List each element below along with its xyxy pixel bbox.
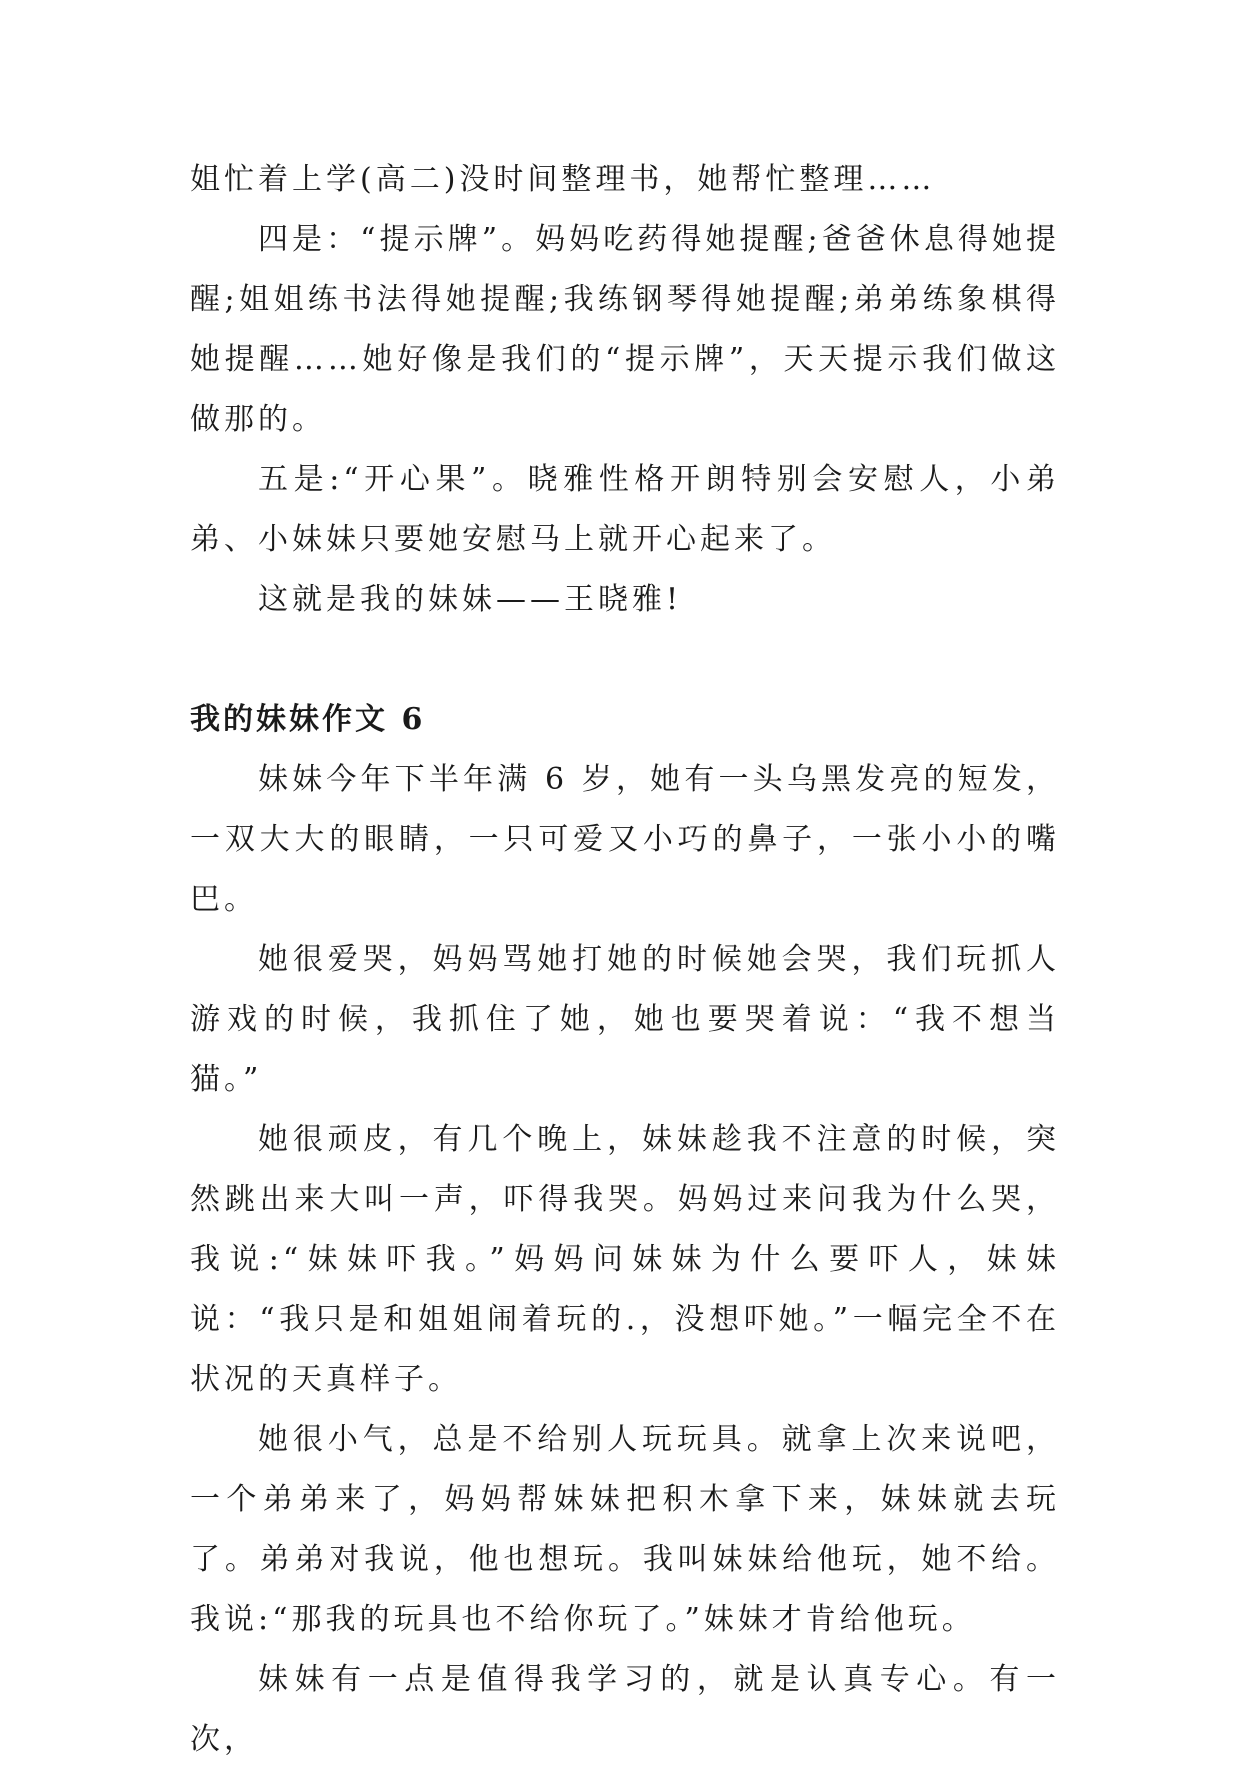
- continuation-paragraph: 姐忙着上学(高二)没时间整理书，她帮忙整理……: [190, 162, 936, 197]
- paragraph-conclusion: 这就是我的妹妹——王晓雅!: [258, 582, 683, 617]
- paragraph-appearance: 妹妹今年下半年满 6 岁，她有一头乌黑发亮的短发，一双大大的眼睛，一只可爱又小巧的鼻子，一张小小的嘴巴。: [190, 762, 1060, 917]
- paragraph-stingy: 她很小气，总是不给别人玩玩具。就拿上次来说吧，一个弟弟来了，妈妈帮妹妹把积木拿下来，妹妹就去玩了。弟弟对我说，他也想玩。我叫妹妹给他玩，她不给。我说:“那我的玩具也不给你玩了。”妹妹才肯给他玩。: [190, 1422, 1060, 1637]
- paragraph-naughty: 她很顽皮，有几个晚上，妹妹趁我不注意的时候，突然跳出来大叫一声，吓得我哭。妈妈过来问我为什么哭，我说:“妹妹吓我。”妈妈问妹妹为什么要吓人，妹妹说：“我只是和姐姐闹着玩的.，没想吓她。”一幅完全不在状况的天真样子。: [190, 1122, 1060, 1397]
- paragraph-tip-sign: 四是：“提示牌”。妈妈吃药得她提醒;爸爸休息得她提醒;姐姐练书法得她提醒;我练钢琴得她提醒;弟弟练象棋得她提醒……她好像是我们的“提示牌”，天天提示我们做这做那的。: [190, 222, 1060, 437]
- paragraph-crying: 她很爱哭，妈妈骂她打她的时候她会哭，我们玩抓人游戏的时候，我抓住了她，她也要哭着说：“我不想当猫。”: [190, 942, 1060, 1097]
- document-body: [190, 150, 1060, 1770]
- essay-title: 我的妹妹作文 6: [190, 702, 426, 737]
- paragraph-happy-fruit: 五是:“开心果”。晓雅性格开朗特别会安慰人，小弟弟、小妹妹只要她安慰马上就开心起来了。: [190, 462, 1060, 557]
- paragraph-focused: 妹妹有一点是值得我学习的，就是认真专心。有一次，: [190, 1662, 1060, 1757]
